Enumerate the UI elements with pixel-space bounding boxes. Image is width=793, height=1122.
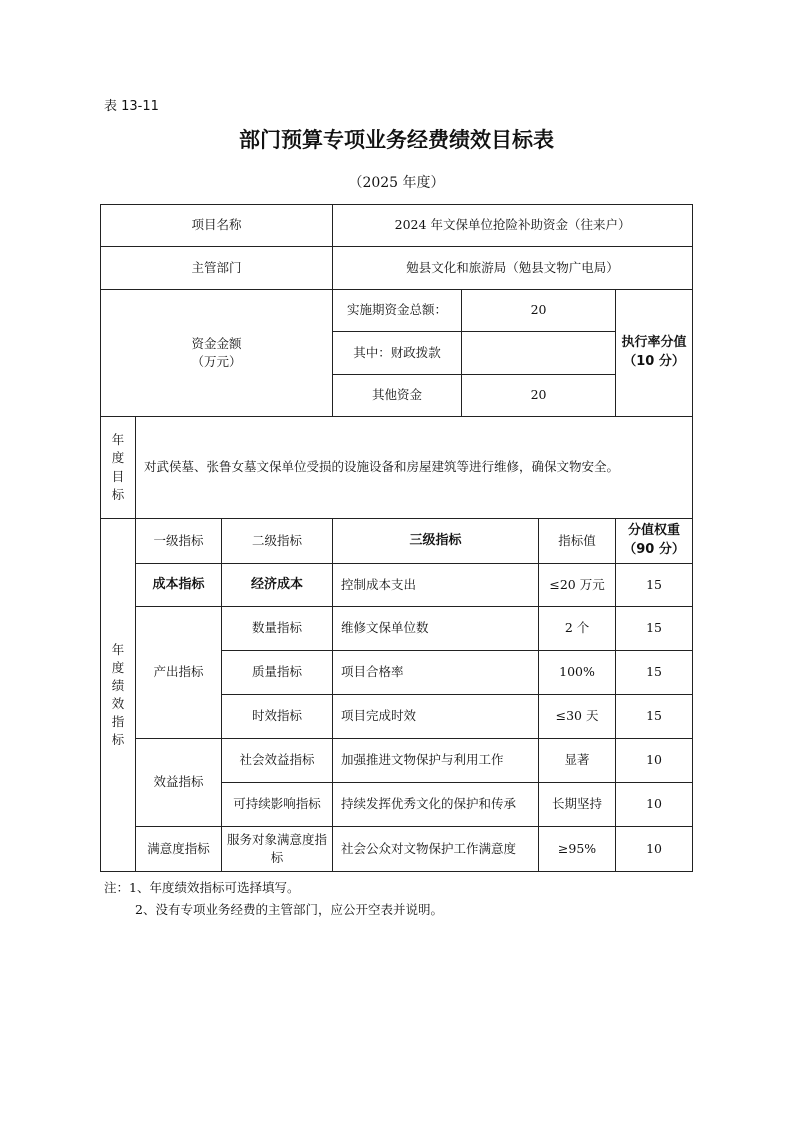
page-subtitle: （2025 年度） [348, 175, 445, 191]
social-indicator-weight: 10 [616, 739, 693, 783]
page-title: 部门预算专项业务经费绩效目标表 [239, 128, 554, 152]
header-level3: 三级指标 [333, 519, 539, 564]
cost-indicator-weight: 15 [616, 564, 693, 607]
timeliness-indicator-target: ≤30 天 [539, 695, 616, 739]
dept-row [101, 247, 693, 290]
cost-indicator-l2: 经济成本 [222, 564, 333, 607]
fund-amount-label-line1: 资金金额 [191, 335, 242, 351]
fund-other-label: 其他资金 [333, 375, 462, 417]
satisfaction-indicator-l3: 社会公众对文物保护工作满意度 [333, 827, 539, 872]
sustain-indicator-target: 长期坚持 [539, 783, 616, 827]
fund-total-value: 20 [462, 290, 616, 332]
annual-goal-label: 年 度 目 标 [101, 417, 136, 519]
annual-goal-text: 对武侯墓、张鲁女墓文保单位受损的设施设备和房屋建筑等进行维修，确保文物安全。 [136, 417, 693, 519]
benefit-indicator-l1: 效益指标 [136, 739, 222, 827]
sustain-indicator-l3: 持续发挥优秀文化的保护和传承 [333, 783, 539, 827]
indicator-header-row [101, 519, 693, 564]
fund-total-row [101, 290, 693, 332]
quantity-indicator-weight: 15 [616, 607, 693, 651]
notes [104, 877, 443, 921]
cost-indicator-l1: 成本指标 [136, 564, 222, 607]
sustain-indicator-l2: 可持续影响指标 [222, 783, 333, 827]
quantity-indicator-l2: 数量指标 [222, 607, 333, 651]
fund-fiscal-value [462, 332, 616, 375]
dept-label: 主管部门 [101, 247, 333, 290]
header-level2: 二级指标 [222, 519, 333, 564]
fund-amount-label-line2: （万元） [191, 354, 242, 369]
quality-indicator-l3: 项目合格率 [333, 651, 539, 695]
quantity-indicator-target: 2 个 [539, 607, 616, 651]
note-1: 注：1、年度绩效指标可选择填写。 [104, 880, 300, 895]
quality-indicator-weight: 15 [616, 651, 693, 695]
header-weight: 分值权重（90 分） [616, 519, 693, 564]
fund-other-value: 20 [462, 375, 616, 417]
satisfaction-indicator-target: ≥95% [539, 827, 616, 872]
output-indicator-l1: 产出指标 [136, 607, 222, 739]
table-row [101, 607, 693, 651]
social-indicator-l3: 加强推进文物保护与利用工作 [333, 739, 539, 783]
exec-score-label: 执行率分值（10 分） [616, 290, 693, 417]
timeliness-indicator-l3: 项目完成时效 [333, 695, 539, 739]
perf-indicators-label: 年 度 绩 效 指 标 [101, 519, 136, 872]
project-name-row [101, 205, 693, 247]
quality-indicator-l2: 质量指标 [222, 651, 333, 695]
performance-table [100, 204, 693, 872]
quality-indicator-target: 100% [539, 651, 616, 695]
cost-indicator-l3: 控制成本支出 [333, 564, 539, 607]
fund-fiscal-label: 其中：财政拨款 [333, 332, 462, 375]
header-level1: 一级指标 [136, 519, 222, 564]
annual-goal-row [101, 417, 693, 519]
quantity-indicator-l3: 维修文保单位数 [333, 607, 539, 651]
fund-total-label: 实施期资金总额： [333, 290, 462, 332]
dept-value: 勉县文化和旅游局（勉县文物广电局） [333, 247, 693, 290]
satisfaction-indicator-l2: 服务对象满意度指标 [222, 827, 333, 872]
timeliness-indicator-weight: 15 [616, 695, 693, 739]
table-row [101, 827, 693, 872]
header-target: 指标值 [539, 519, 616, 564]
fund-amount-label [101, 290, 333, 417]
table-row [101, 739, 693, 783]
social-indicator-target: 显著 [539, 739, 616, 783]
project-name-label: 项目名称 [101, 205, 333, 247]
cost-indicator-target: ≤20 万元 [539, 564, 616, 607]
timeliness-indicator-l2: 时效指标 [222, 695, 333, 739]
satisfaction-indicator-l1: 满意度指标 [136, 827, 222, 872]
sustain-indicator-weight: 10 [616, 783, 693, 827]
table-number-label: 表 13-11 [104, 99, 159, 114]
satisfaction-indicator-weight: 10 [616, 827, 693, 872]
table-row [101, 564, 693, 607]
social-indicator-l2: 社会效益指标 [222, 739, 333, 783]
note-2: 2、没有专项业务经费的主管部门，应公开空表并说明。 [135, 902, 443, 917]
project-name-value: 2024 年文保单位抢险补助资金（往来户） [333, 205, 693, 247]
